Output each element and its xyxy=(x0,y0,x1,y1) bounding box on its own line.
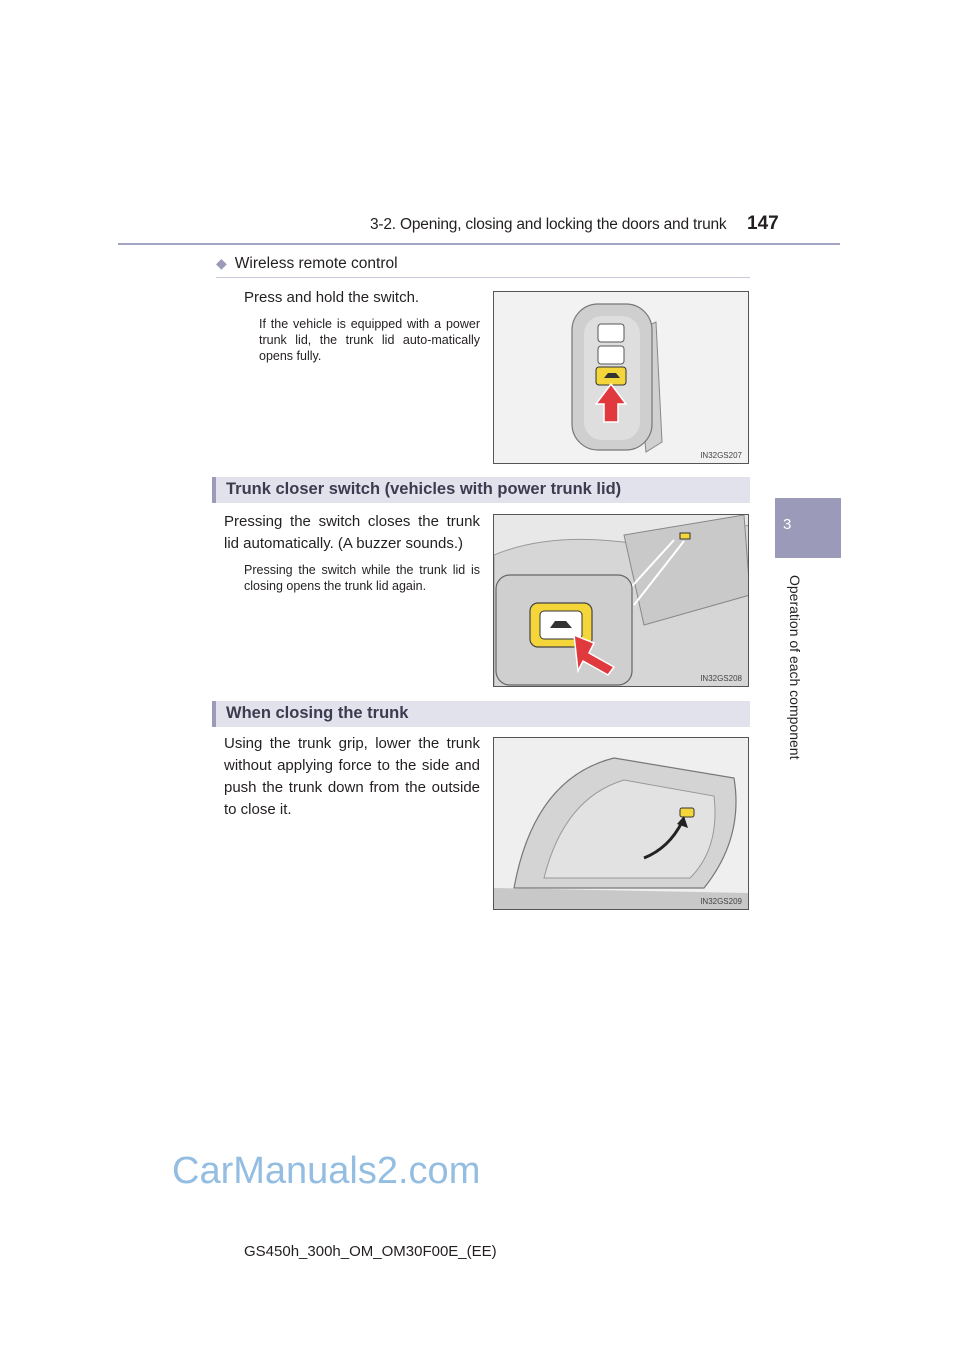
wireless-heading-rule xyxy=(216,277,750,278)
figure-code-208: IN32GS208 xyxy=(700,674,742,683)
trunk-closer-illustration xyxy=(494,515,749,687)
wireless-instruction: Press and hold the switch. xyxy=(244,289,420,306)
chapter-number: 3 xyxy=(783,516,792,533)
figure-trunk-closer xyxy=(493,514,749,687)
closing-trunk-illustration xyxy=(494,738,749,910)
figure-code-209: IN32GS209 xyxy=(700,897,742,906)
closing-instruction: Using the trunk grip, lower the trunk without applying force to the side and push the trunk down from the outside to close it. xyxy=(224,735,480,818)
chapter-tab xyxy=(775,498,841,558)
diamond-bullet-icon: ◆ xyxy=(216,255,227,271)
wireless-heading-text: Wireless remote control xyxy=(234,255,398,272)
wireless-note: If the vehicle is equipped with a power trunk lid, the trunk lid auto-matically opens fully. xyxy=(259,317,480,363)
closer-instruction: Pressing the switch closes the trunk lid automatically. (A buzzer sounds.) xyxy=(224,513,480,552)
closing-heading: When closing the trunk xyxy=(226,704,409,722)
key-fob-illustration xyxy=(494,292,749,464)
closing-section-band xyxy=(212,701,750,727)
figure-closing-trunk xyxy=(493,737,749,910)
closer-note: Pressing the switch while the trunk lid is closing opens the trunk lid again. xyxy=(244,563,480,593)
figure-code-207: IN32GS207 xyxy=(700,451,742,460)
closer-section-band xyxy=(212,477,750,503)
header-section-title: 3-2. Opening, closing and locking the doors and trunk xyxy=(370,216,727,233)
page-number: 147 xyxy=(747,213,779,234)
watermark-text: CarManuals2.com xyxy=(172,1150,481,1192)
wireless-heading xyxy=(216,255,398,273)
chapter-label: Operation of each component xyxy=(787,575,803,760)
footer-document-code: GS450h_300h_OM_OM30F00E_(EE) xyxy=(244,1243,497,1260)
header-divider xyxy=(118,243,840,245)
figure-key-fob xyxy=(493,291,749,464)
closer-heading: Trunk closer switch (vehicles with power trunk lid) xyxy=(226,480,622,498)
